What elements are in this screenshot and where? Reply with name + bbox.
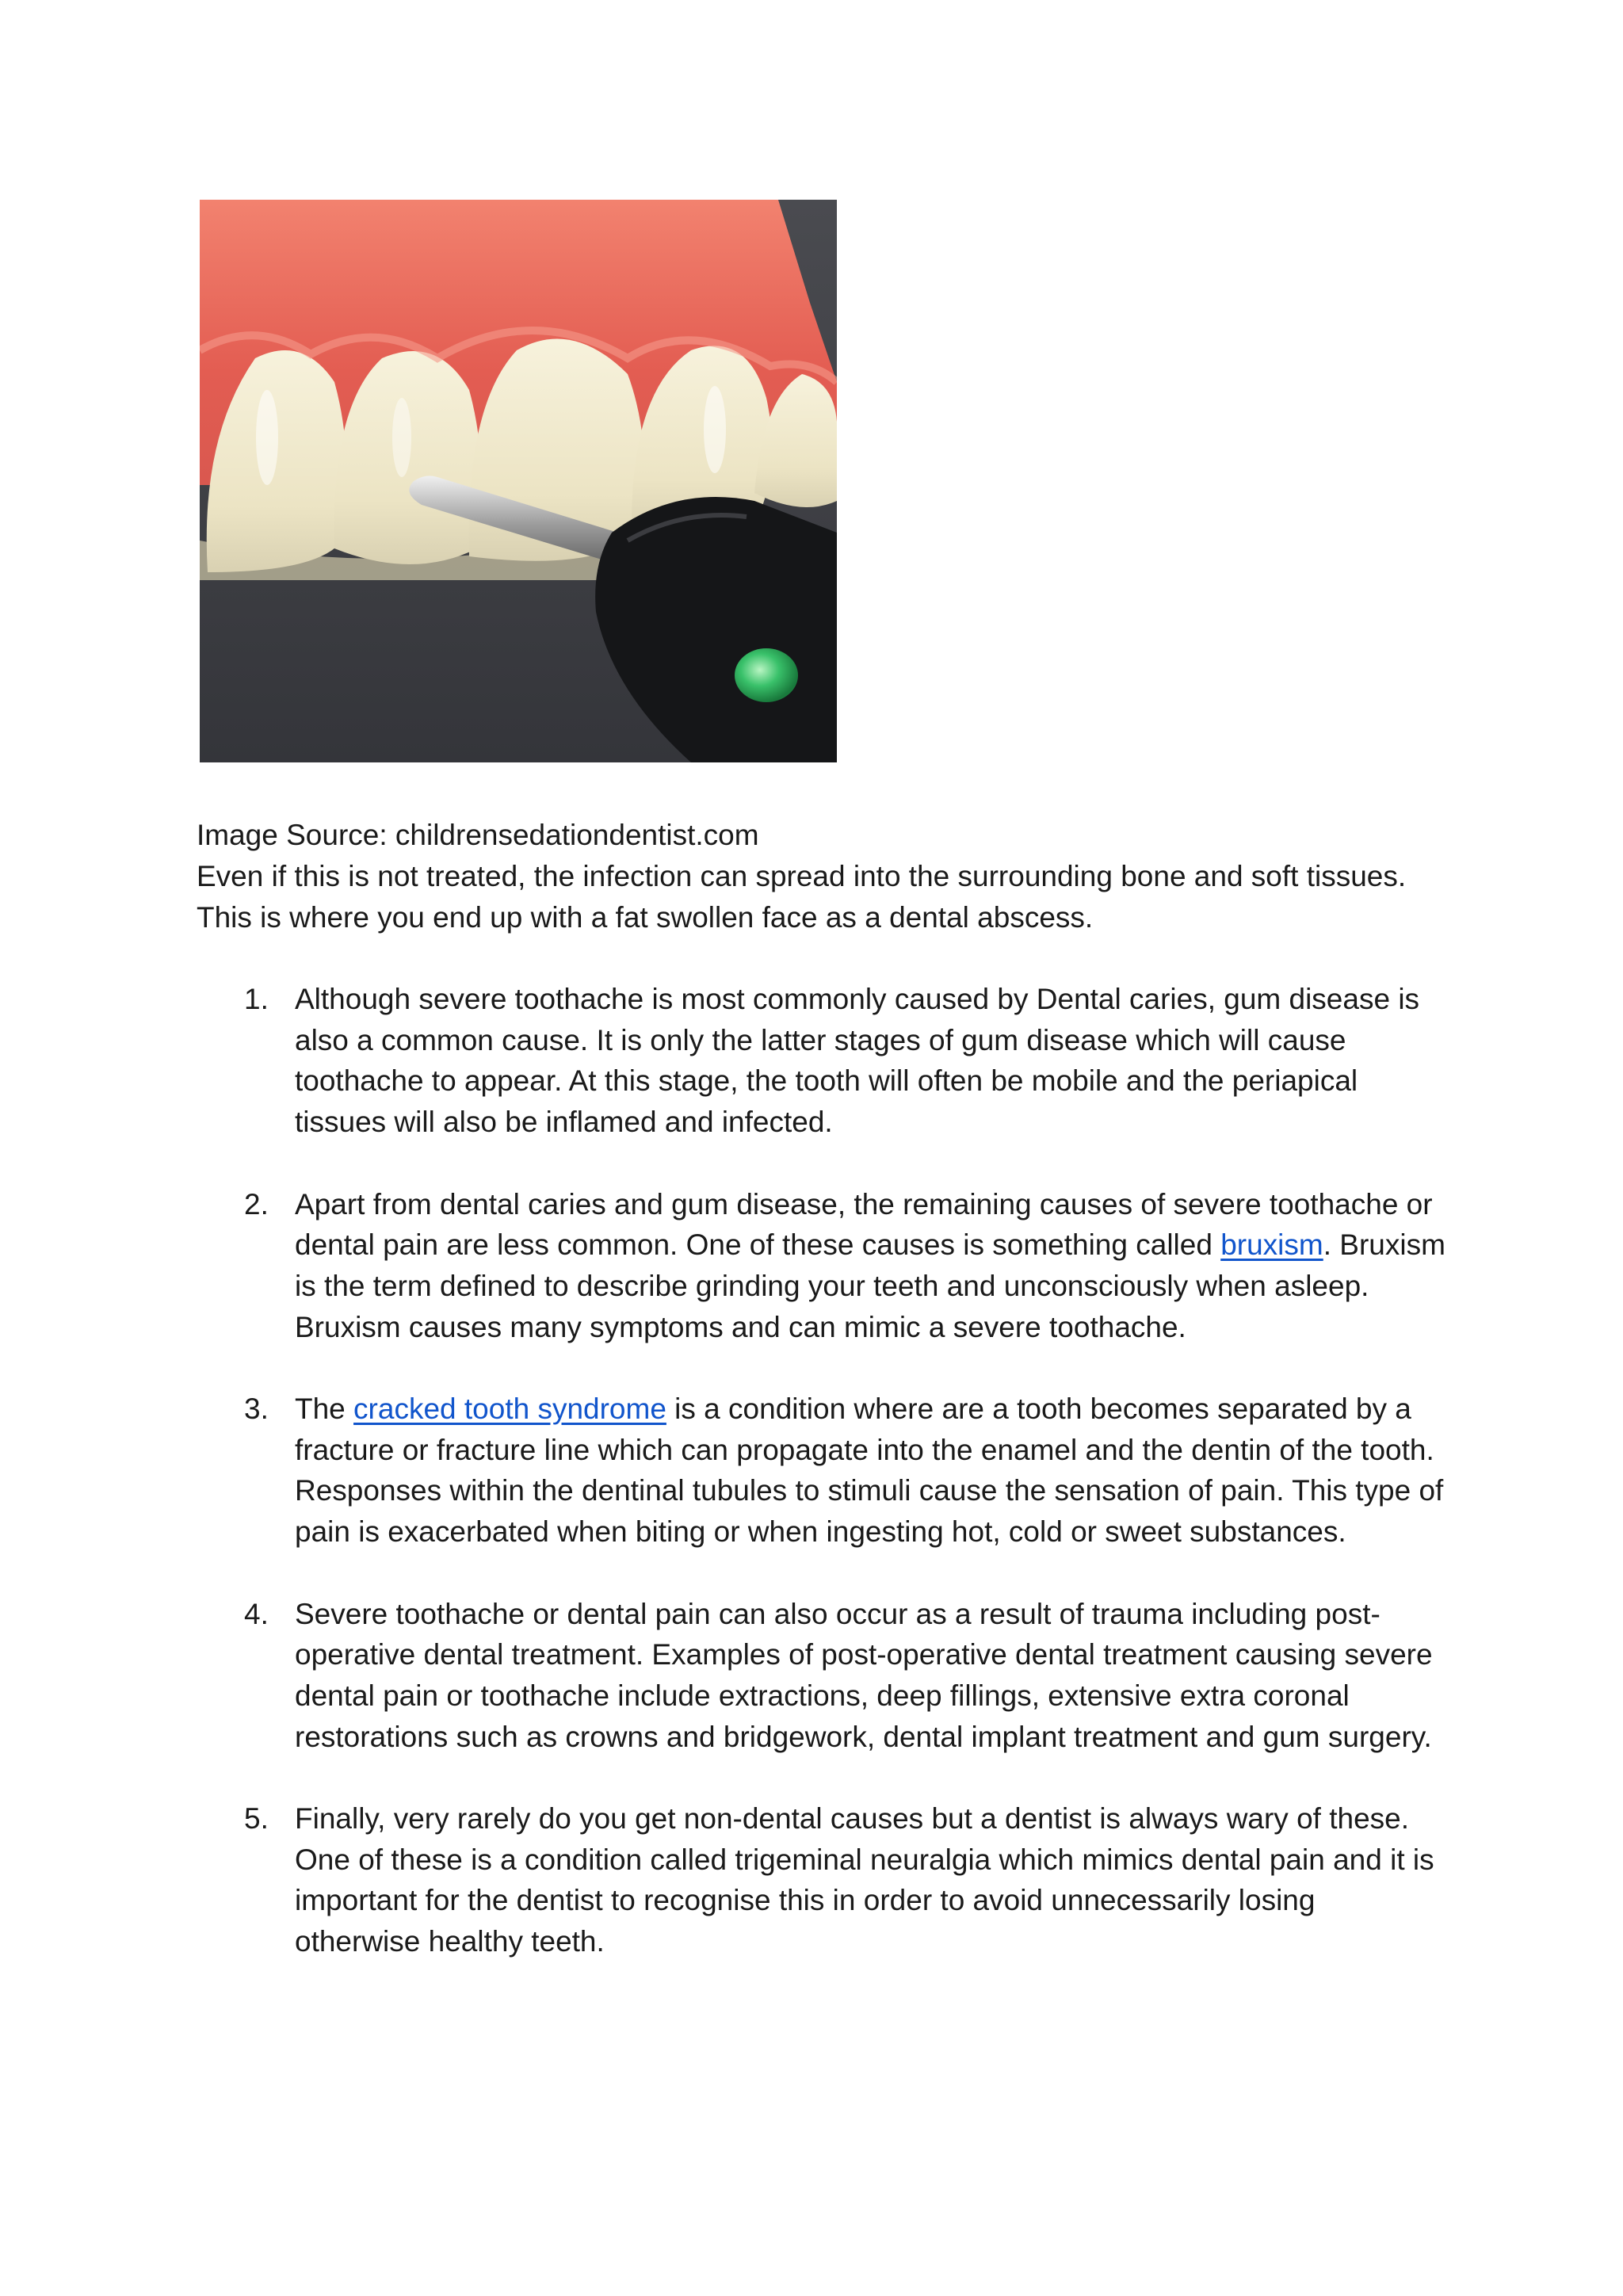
list-item-text-before: The [295, 1392, 354, 1425]
list-item [197, 1184, 1449, 1348]
list-item [197, 979, 1449, 1143]
list-item-text: Finally, very rarely do you get non-dental causes but a dentist is always wary of these. One of these is a condition called trigeminal neuralgia which mimics dental pain and it is important for the dentist to recognise this in order to avoid unnecessarily losing otherwise healthy teeth. [295, 1802, 1434, 1958]
list-item [197, 1798, 1449, 1962]
list-item-number: 1. [244, 983, 269, 1015]
list-item [197, 1389, 1449, 1553]
bruxism-link[interactable]: bruxism [1220, 1228, 1323, 1262]
list-item-number: 4. [244, 1597, 269, 1630]
image-source-caption: Image Source: childrensedationdentist.com [197, 819, 759, 851]
list-item-text-before: Apart from dental caries and gum disease, the remaining causes of severe toothache or dental pain are less common. One of these causes is something called [295, 1187, 1433, 1262]
teeth-photo [200, 200, 837, 762]
teeth-illustration [200, 200, 837, 762]
list-item [197, 1594, 1449, 1758]
list-item-number: 2. [244, 1187, 269, 1221]
intro-paragraph: Even if this is not treated, the infection can spread into the surrounding bone and soft tissues. This is where you end up with a fat swollen face as a dental abscess. [197, 860, 1407, 934]
causes-list [197, 979, 1449, 2004]
list-item-text: Although severe toothache is most commonly caused by Dental caries, gum disease is also a common cause. It is only the latter stages of gum disease which will cause toothache to appear. At this stage, the tooth will often be mobile and the periapical tissues will also be inflamed and infected. [295, 983, 1420, 1139]
list-item-text-after: . Bruxism is the term defined to describe grinding your teeth and unconsciously when asleep. Bruxism causes many symptoms and can mimic a severe toothache. [295, 1228, 1445, 1343]
list-item-text: Severe toothache or dental pain can also occur as a result of trauma including post-operative dental treatment. Examples of post-operative dental treatment causing severe dental pain or toothache include extractions, deep fillings, extensive extra coronal restorations such as crowns and bridgework, dental implant treatment and gum surgery. [295, 1597, 1433, 1753]
cracked-tooth-syndrome-link[interactable]: cracked tooth syndrome [353, 1392, 666, 1425]
list-item-number: 3. [244, 1392, 269, 1425]
list-item-text-after: is a condition where are a tooth becomes separated by a fracture or fracture line which can propagate into the enamel and the dentin of the tooth. Responses within the dentinal tubules to stimuli cause the sensation of pain. This type of pain is exacerbated when biting or when ingesting hot, cold or sweet substances. [295, 1392, 1444, 1549]
list-item-number: 5. [244, 1802, 269, 1835]
